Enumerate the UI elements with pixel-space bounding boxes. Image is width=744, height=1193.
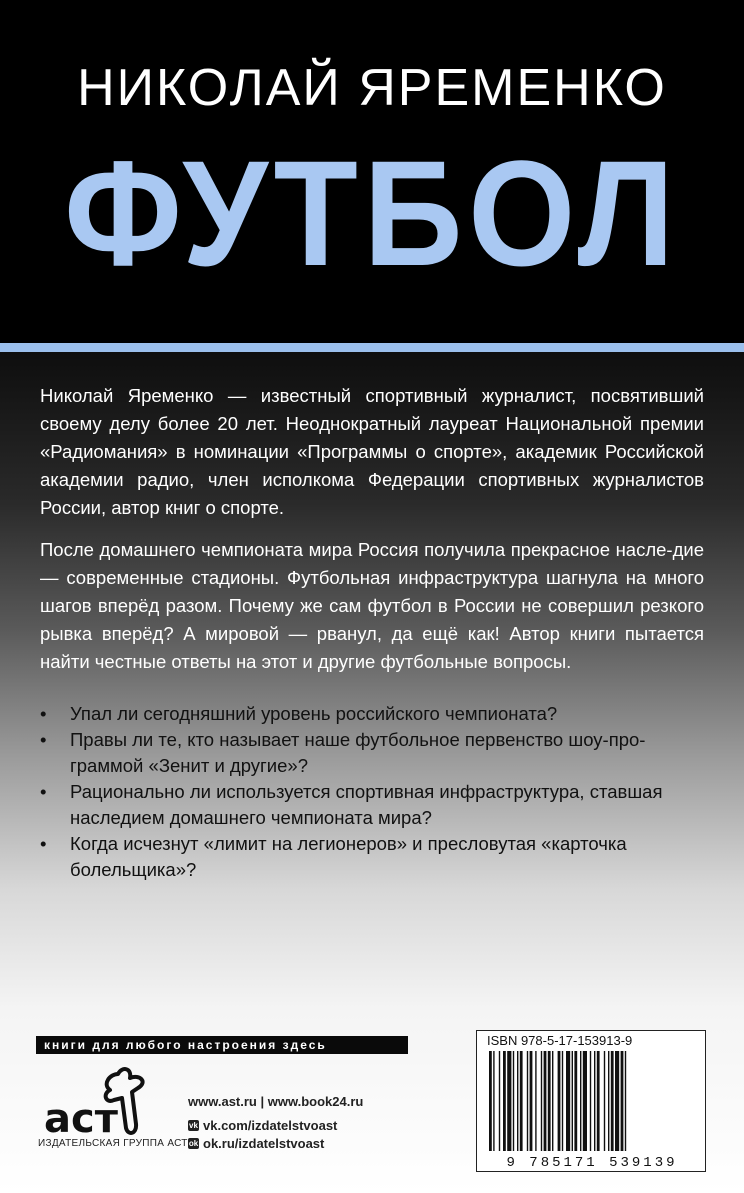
question-text: Когда исчезнут «лимит на легионеров» и пресловутая «карточка болельщика»? xyxy=(70,833,627,880)
bullet-icon: • xyxy=(40,729,47,750)
question-text: Упал ли сегодняшний уровень российского чемпионата? xyxy=(70,703,558,724)
bullet-icon: • xyxy=(40,781,47,802)
accent-divider xyxy=(0,343,744,352)
barcode-icon xyxy=(487,1051,697,1151)
author-name: НИКОЛАЙ ЯРЕМЕНКО xyxy=(77,59,667,117)
question-text: Рационально ли используется спортивная инфраструктура, ставшая наследием домашнего чемпионата мира? xyxy=(70,781,663,828)
book-title: ФУТБОЛ xyxy=(64,129,680,297)
websites-link[interactable]: www.ast.ru | www.book24.ru xyxy=(188,1094,364,1109)
questions-list xyxy=(40,701,704,883)
vk-icon: vk xyxy=(189,1121,198,1130)
barcode-block xyxy=(476,1030,706,1172)
bullet-icon: • xyxy=(40,703,47,724)
logo-text: аст xyxy=(44,1096,118,1142)
ok-row[interactable] xyxy=(188,1136,324,1151)
list-item xyxy=(40,831,704,883)
description-paragraph: После домашнего чемпионата мира Россия получила прекрасное насле-дие — современные стадионы. Футбольная инфраструктура шагнула на много шагов вперёд разом. Почему же сам футбол в России не совершил резкого рывка вперёд? А мировой — рванул, да ещё как! Автор книги пытается найти честные ответы на этот и другие футбольные вопросы. xyxy=(40,539,704,672)
question-text: Правы ли те, кто называет наше футбольное первенство шоу-про-граммой «Зенит и другие»? xyxy=(70,729,646,776)
slogan-banner: книги для любого настроения здесь xyxy=(36,1036,408,1054)
bullet-icon: • xyxy=(40,833,47,854)
barcode-number: 9 785171 539139 xyxy=(506,1155,678,1171)
isbn-label: ISBN 978-5-17-153913-9 xyxy=(487,1033,633,1048)
ok-link[interactable]: ok.ru/izdatelstvoast xyxy=(203,1136,325,1151)
ast-logo-icon xyxy=(40,1064,170,1144)
vk-link[interactable]: vk.com/izdatelstvoast xyxy=(203,1118,338,1133)
ok-icon: ok xyxy=(188,1139,199,1148)
vk-row[interactable] xyxy=(188,1118,337,1133)
list-item xyxy=(40,779,704,831)
list-item xyxy=(40,701,704,727)
publisher-name: ИЗДАТЕЛЬСКАЯ ГРУППА АСТ xyxy=(38,1138,188,1149)
list-item xyxy=(40,727,704,779)
about-author-paragraph: Николай Яременко — известный спортивный журналист, посвятивший своему делу более 20 лет. Неоднократный лауреат Национальной премии «Радиомания» в номинации «Программы о спорте», академик Российской академии радио, член исполкома Федерации спортивных журналистов России, автор книг о спорте. xyxy=(40,385,704,518)
